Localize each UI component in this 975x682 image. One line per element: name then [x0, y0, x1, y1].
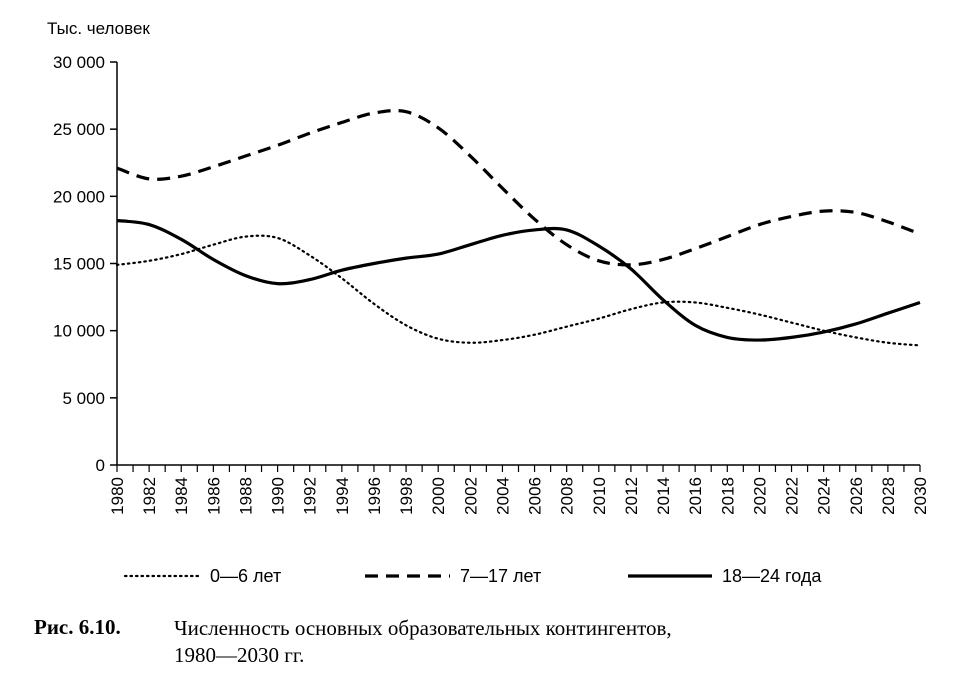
- y-tick-label: 20 000: [53, 187, 105, 207]
- x-tick-label: 1980: [108, 477, 127, 515]
- legend-label-2: 7—17 лет: [460, 566, 542, 586]
- x-tick-label: 2024: [814, 477, 834, 515]
- x-tick-label: 2020: [750, 477, 770, 515]
- x-axis-ticks: [108, 465, 930, 515]
- legend: [125, 566, 822, 586]
- x-tick-label: 1994: [332, 477, 352, 515]
- x-tick-label: 1996: [364, 477, 384, 515]
- series-layer: [117, 111, 920, 346]
- y-tick-label: 0: [95, 456, 105, 475]
- y-tick-label: 5 000: [62, 388, 105, 408]
- y-tick-label: 30 000: [53, 53, 105, 72]
- series-line-2: [117, 111, 920, 265]
- legend-label-1: 0—6 лет: [210, 566, 282, 586]
- x-tick-label: 2030: [911, 477, 930, 515]
- x-tick-label: 2000: [429, 477, 449, 515]
- figure-caption-text: [174, 615, 672, 669]
- x-tick-label: 2004: [493, 477, 513, 515]
- x-tick-label: 1990: [268, 477, 288, 515]
- x-tick-label: 1988: [236, 477, 256, 515]
- x-tick-label: 1982: [140, 477, 160, 515]
- x-tick-label: 2012: [621, 477, 641, 515]
- x-tick-label: 1986: [204, 477, 224, 515]
- caption-line-1: Численность основных образовательных контингентов,: [174, 616, 672, 640]
- legend-label-3: 18—24 года: [722, 566, 822, 586]
- x-tick-label: 2014: [654, 477, 674, 515]
- x-tick-label: 2022: [782, 477, 802, 515]
- series-line-3: [117, 221, 920, 341]
- caption-line-2: 1980—2030 гг.: [174, 643, 305, 667]
- x-tick-label: 1992: [300, 477, 320, 515]
- y-tick-label: 25 000: [53, 120, 105, 140]
- x-tick-label: 2006: [525, 477, 545, 515]
- x-tick-label: 1998: [397, 477, 417, 515]
- y-axis-unit-label: Тыс. человек: [47, 19, 150, 38]
- x-tick-label: 2018: [718, 477, 738, 515]
- axes: [117, 62, 920, 465]
- x-tick-label: 2028: [878, 477, 898, 515]
- x-tick-label: 2010: [589, 477, 609, 515]
- y-tick-label: 15 000: [53, 254, 105, 274]
- series-line-1: [117, 236, 920, 346]
- x-tick-label: 2008: [557, 477, 577, 515]
- x-tick-label: 1984: [172, 477, 192, 515]
- figure-number: Рис. 6.10.: [34, 615, 121, 639]
- x-tick-label: 2002: [461, 477, 481, 515]
- y-axis-ticks: [53, 53, 117, 475]
- y-tick-label: 10 000: [53, 321, 105, 341]
- x-tick-label: 2016: [686, 477, 706, 515]
- x-tick-label: 2026: [846, 477, 866, 515]
